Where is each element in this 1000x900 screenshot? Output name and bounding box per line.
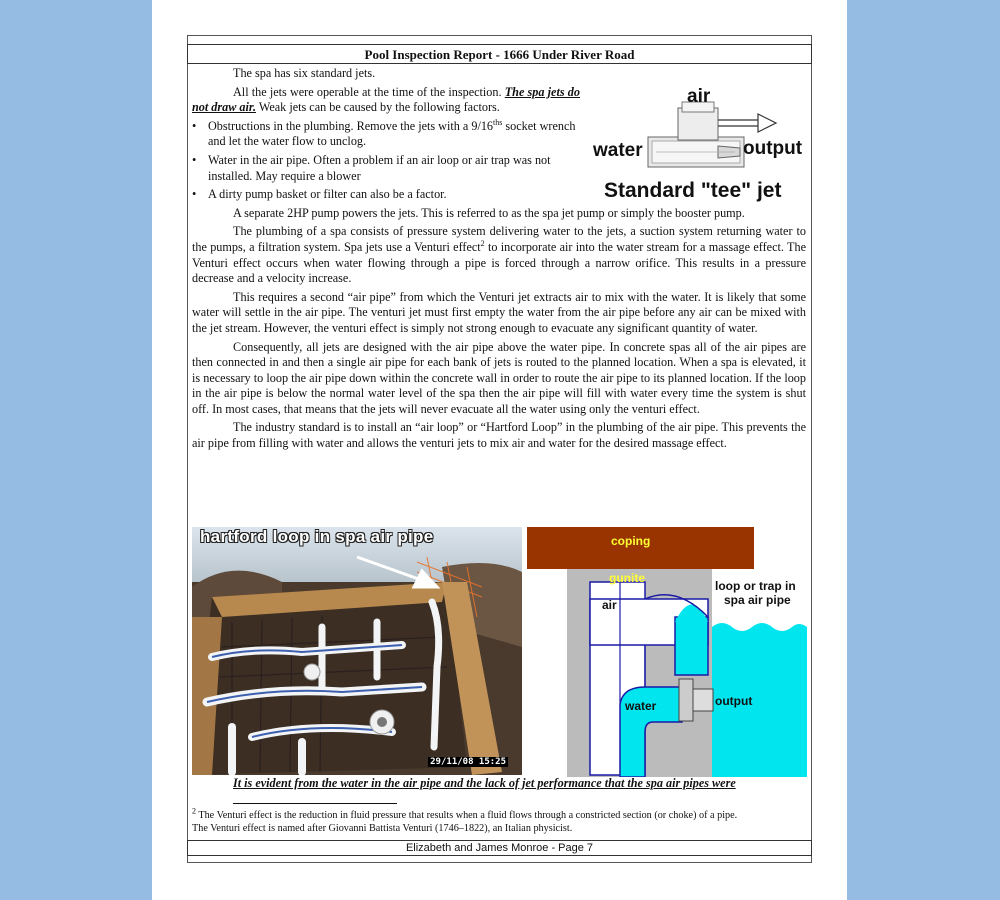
loop-diagram xyxy=(527,527,807,777)
footnote-text-1: The Venturi effect is the reduction in fluid pressure that results when a fluid flows through a constricted section (or choke) of a pipe. xyxy=(196,810,738,821)
tee-output-label: output xyxy=(743,138,803,159)
tee-jet-diagram xyxy=(590,84,810,209)
footnote-text-2: The Venturi effect is named after Giovanni Battista Venturi (1746–1822), an Italian physicist. xyxy=(192,822,573,834)
water-pipe-label: water xyxy=(625,699,657,713)
paragraph-air-pipe: This requires a second “air pipe” from which the Venturi jet extracts air to mix with the water. It is likely that some water will settle in the air pipe. The venturi jet must first empty the water from the air pipe before any air can be mixed with the jet stream. However, the venturi effect is simply not strong enough to evacuate any significant quantity of water. xyxy=(192,289,806,335)
list-item: • A dirty pump basket or filter can also be a factor. xyxy=(192,187,580,203)
loop-label-line2: spa air pipe xyxy=(724,593,791,607)
footnote-divider xyxy=(233,803,397,804)
paragraph-industry-standard: The industry standard is to install an “air loop” or “Hartford Loop” in the plumbing of the air pipe. This prevents the air pipe from filling with water and allows the venturi jets to mix air and water for the desired massage effect. xyxy=(192,420,806,451)
paragraph-jets-operable: All the jets were operable at the time of the inspection. The spa jets do not draw air. Weak jets can be caused by the following factors. xyxy=(192,84,580,115)
paragraph-plumbing: The plumbing of a spa consists of pressure system delivering water to the jets, a suction system returning water to the pumps, a filtration system. Spa jets use a Venturi effect$^2$ to incorporate air into the water stream for a massage effect. The Venturi effect occurs when water flowing through a pipe is forced through a narrow orifice. This results in a pressure decrease and a velocity increase. xyxy=(192,224,806,286)
loop-diagram-drawing xyxy=(527,527,807,777)
paragraph-jets-count: The spa has six standard jets. xyxy=(233,66,376,80)
paragraph-pump: A separate 2HP pump powers the jets. This is referred to as the spa jet pump or simply the booster pump. xyxy=(233,205,745,220)
construction-photo-image xyxy=(192,527,522,775)
loop-label-line1: loop or trap in xyxy=(715,579,796,593)
tee-water-label: water xyxy=(593,140,643,161)
output-label: output xyxy=(715,694,753,708)
coping-label: coping xyxy=(611,534,651,548)
air-pipe-label: air xyxy=(602,598,617,612)
paragraph-design: Consequently, all jets are designed with the air pipe above the water pipe. In concrete spas all of the air pipes are then connected in and then a single air pipe for each bank of jets is routed to the planned location. When a spa is elevated, it is necessary to loop the air pipe down within the concrete wall in order to route the air pipe to its planned location. If the loop in the air pipe is below the normal water level of the spa then the air pipe will fill with water every time the system is shut off. In most cases, that means that the jets will never evacuate all the water using only the venturi effect. xyxy=(192,339,806,416)
figure-caption: It is evident from the water in the air pipe and the lack of jet performance that the spa air pipes were xyxy=(233,776,736,790)
report-header: Pool Inspection Report - 1666 Under River Road xyxy=(187,44,812,64)
photo-title: hartford loop in spa air pipe xyxy=(200,527,434,546)
page-footer: Elizabeth and James Monroe - Page 7 xyxy=(187,840,812,856)
footnote-ref: 2 xyxy=(480,238,485,248)
tee-air-label: air xyxy=(687,86,711,107)
tee-jet-title: Standard "tee" jet xyxy=(604,179,782,202)
photo-timestamp: 29/11/08 15:25 xyxy=(430,757,506,767)
list-item: • Obstructions in the plumbing. Remove the jets with a $9/16^{ths}$ socket wrench and let the water flow to unclog. xyxy=(192,119,580,150)
footnote xyxy=(192,806,806,835)
factors-list xyxy=(192,119,580,203)
footnote-number: 2 xyxy=(192,806,196,816)
emphasis-no-air: The spa jets do not draw air. xyxy=(192,84,580,115)
hartford-loop-photo xyxy=(192,527,522,775)
gunite-label: gunite xyxy=(609,571,645,585)
list-item: • Water in the air pipe. Often a problem if an air loop or air trap was not installed. May require a blower xyxy=(192,153,580,184)
